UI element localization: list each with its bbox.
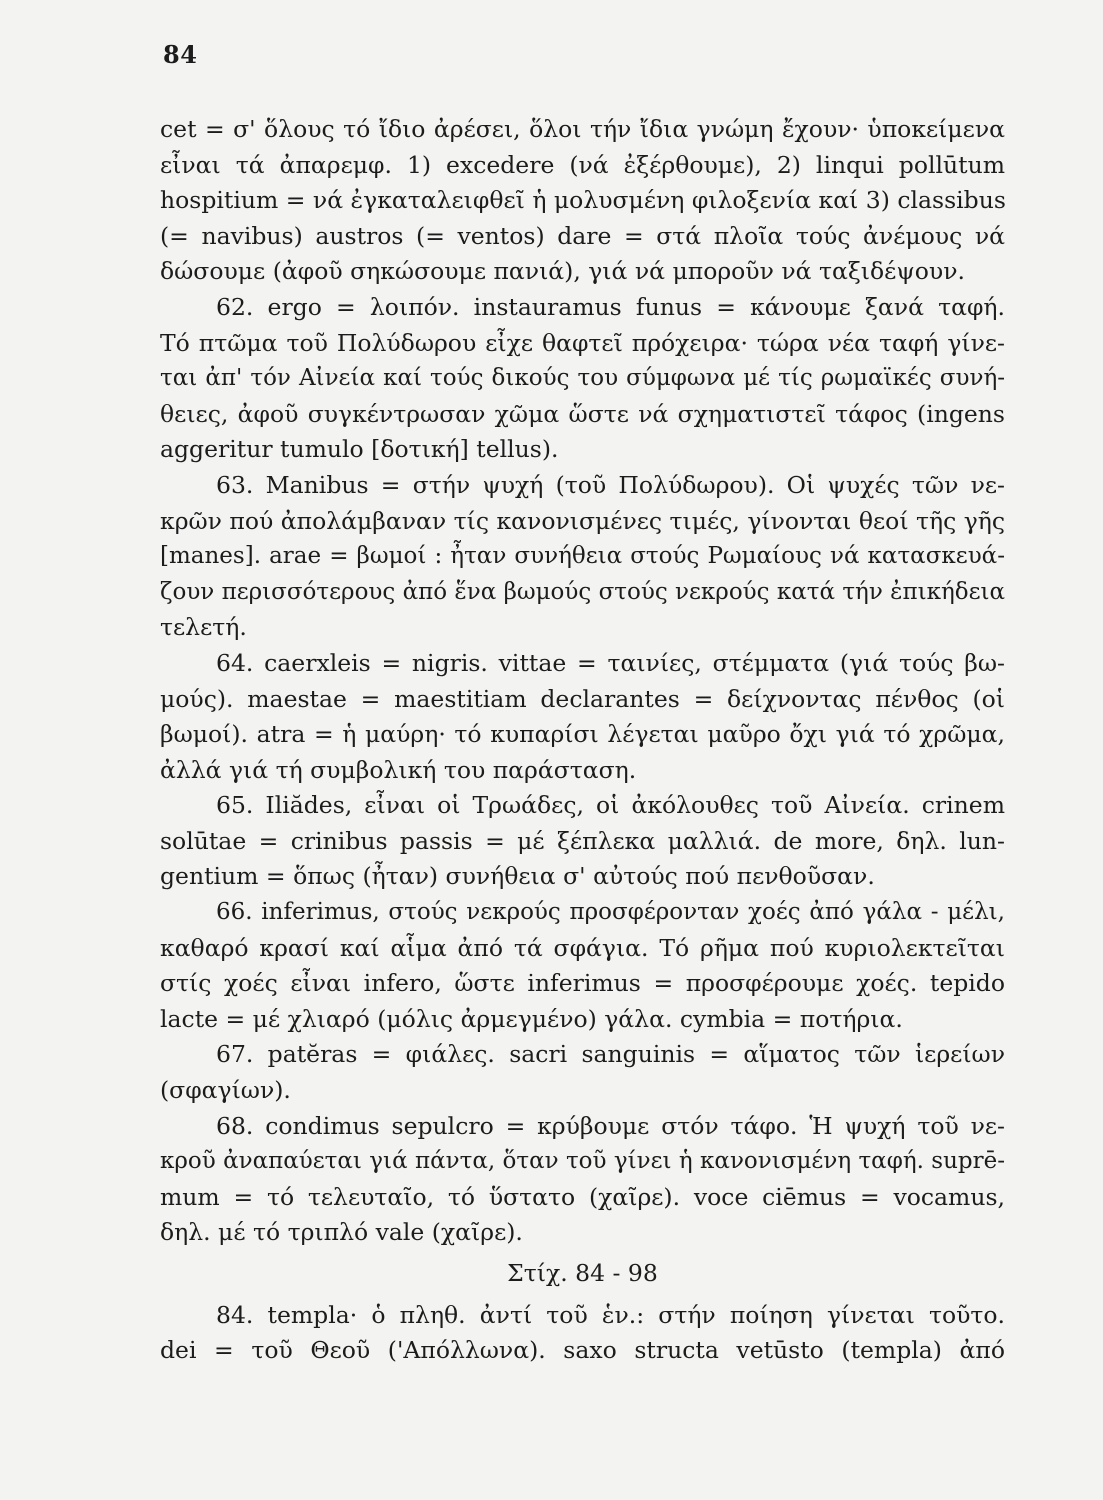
text-line: θειες, ἀφοῦ συγκέντρωσαν χῶμα ὥστε νά σχηματιστεῖ τάφος (ingens [160,399,1005,428]
note-84-line: 84. templa· ὁ πληθ. ἀντί τοῦ ἑν.: στήν ποίηση γίνεται τοῦτο. [216,1300,1005,1329]
note-65-line: 65. Iliădes, εἶναι οἱ Τρωάδες, οἱ ἀκόλουθες τοῦ Αἰνεία. crinem [216,791,1005,820]
text-line: δώσουμε (ἀφοῦ σηκώσουμε πανιά), γιά νά μποροῦν νά ταξιδέψουν. [160,257,965,286]
note-66-line: 66. inferimus, στούς νεκρούς προσφέρονταν χοές ἀπό γάλα - μέλι, [216,899,1005,926]
text-line: στίς χοές εἶναι infero, ὥστε inferimus = προσφέρουμε χοές. tepido [160,969,1005,998]
text-line: καθαρό κρασί καί αἷμα ἀπό τά σφάγια. Τό ρῆμα πού κυριολεκτεῖται [160,933,1005,962]
text-line: Τό πτῶμα τοῦ Πολύδωρου εἶχε θαφτεῖ πρόχειρα· τώρα νέα ταφή γίνε- [160,328,1005,357]
commentary-body [160,112,1005,1369]
text-line: (= navibus) austros (= ventos) dare = στά πλοῖα τούς ἀνέμους νά [160,221,1005,250]
text-line: ἀλλά γιά τή συμβολική του παράσταση. [160,755,637,784]
text-line: κροῦ ἀναπαύεται γιά πάντα, ὅταν τοῦ γίνει ἡ κανονισμένη ταφή. suprē- [160,1148,1005,1175]
text-line: τελετή. [160,613,247,642]
note-67-line: 67. patĕras = φιάλες. sacri sanguinis = αἵματος τῶν ἱερείων [216,1040,1005,1069]
text-line: gentium = ὅπως (ἦταν) συνήθεια σ' αὐτούς πού πενθοῦσαν. [160,862,875,891]
text-line: ζουν περισσότερους ἀπό ἕνα βωμούς στούς νεκρούς κατά τήν ἐπικήδεια [160,578,1006,605]
section-heading: Στίχ. 84 - 98 [507,1259,658,1287]
note-63-line: 63. Manibus = στήν ψυχή (τοῦ Πολύδωρου). Οἱ ψυχές τῶν νε- [216,470,1005,499]
text-line: κρῶν πού ἀπολάμβαναν τίς κανονισμένες τιμές, γίνονται θεοί τῆς γῆς [160,506,1006,535]
text-line: δηλ. μέ τό τριπλό vale (χαῖρε). [160,1218,523,1247]
note-64-line: 64. caerxleis = nigris. vittae = ταινίες, στέμματα (γιά τούς βω- [216,648,1005,677]
text-line: εἶναι τά ἀπαρεμφ. 1) excedere (νά ἐξέρθουμε), 2) linqui pollūtum [160,150,1005,179]
text-line: aggeritur tumulo [δοτική] tellus). [160,435,559,464]
note-68-line: 68. condimus sepulcro = κρύβουμε στόν τάφο. Ἡ ψυχή τοῦ νε- [216,1111,1005,1140]
text-line: (σφαγίων). [160,1076,291,1105]
page-number: 84 [163,40,198,69]
text-line: dei = τοῦ Θεοῦ ('Απόλλωνα). saxo structa vetūsto (templa) ἀπό [160,1336,1005,1365]
text-line: mum = τό τελευταῖο, τό ὕστατο (χαῖρε). voce ciēmus = vocamus, [160,1182,1005,1211]
note-62-line: 62. ergo = λοιπόν. instauramus funus = κάνουμε ξανά ταφή. [216,292,1005,321]
text-line: μούς). maestae = maestitiam declarantes = δείχνοντας πένθος (οἱ [160,684,1005,713]
text-line: lacte = μέ χλιαρό (μόλις ἀρμεγμένο) γάλα. cymbia = ποτήρια. [160,1004,903,1033]
text-line: [manes]. arae = βωμοί : ἦταν συνήθεια στούς Ρωμαίους νά κατασκευά- [160,543,1005,570]
text-line: βωμοί). atra = ἡ μαύρη· τό κυπαρίσι λέγεται μαῦρο ὄχι γιά τό χρῶμα, [160,720,1005,749]
text-line: cet = σ' ὅλους τό ἴδιο ἀρέσει, ὅλοι τήν ἴδια γνώμη ἔχουν· ὑποκείμενα [160,115,1005,143]
text-line: hospitium = νά ἐγκαταλειφθεῖ ἡ μολυσμένη φιλοξενία καί 3) classibus [160,186,1006,215]
text-line: ται ἀπ' τόν Αἰνεία καί τούς δικούς του σύμφωνα μέ τίς ρωμαϊκές συνή- [160,365,1005,392]
text-line: solūtae = crinibus passis = μέ ξέπλεκα μαλλιά. de more, δηλ. lun- [160,826,1005,855]
